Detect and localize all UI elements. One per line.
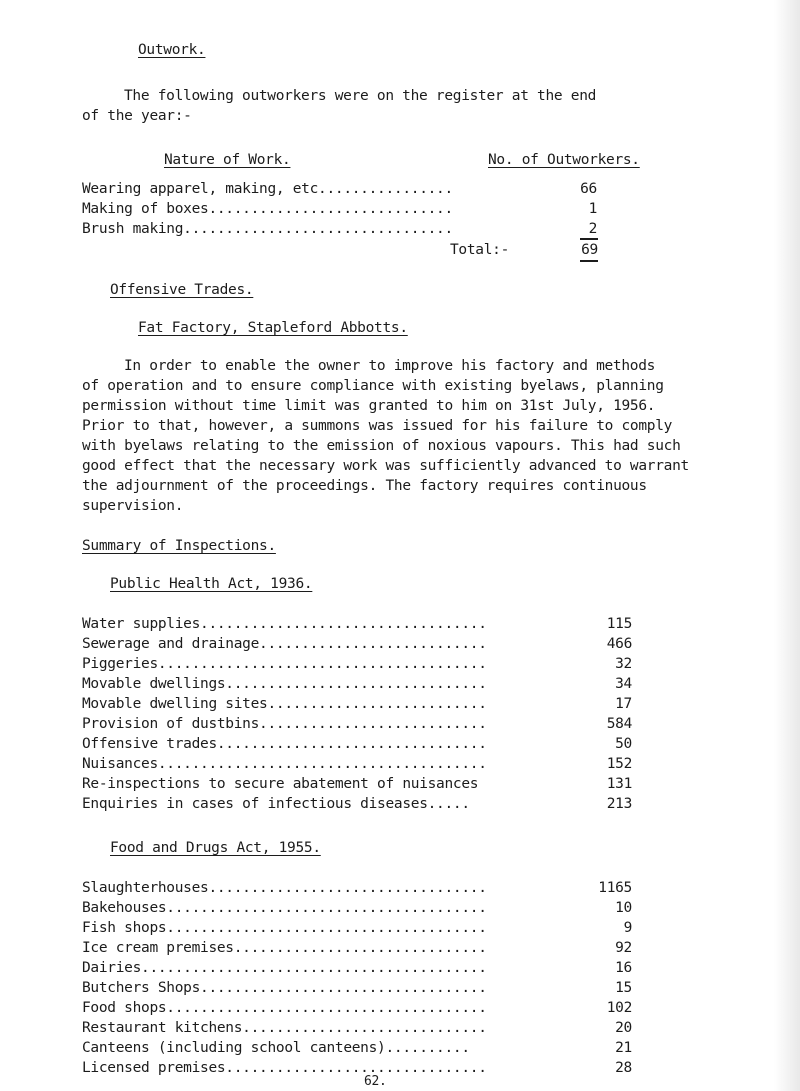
page-edge-shadow	[774, 0, 800, 1091]
inspection-label: Bakehouses......................................	[82, 900, 487, 916]
column-header-nature-of-work: Nature of Work.	[164, 152, 291, 168]
outwork-total-value: 69	[581, 242, 598, 258]
inspection-label: Ice cream premises..............................	[82, 940, 487, 956]
total-rule-lower	[580, 260, 598, 262]
inspection-count: 17	[615, 696, 632, 712]
outwork-row-value: 2	[588, 221, 597, 237]
inspection-label: Fish shops......................................	[82, 920, 487, 936]
inspection-count: 21	[615, 1040, 632, 1056]
inspection-count: 10	[615, 900, 632, 916]
inspection-count: 584	[606, 716, 632, 732]
inspection-row	[82, 656, 632, 676]
paragraph-line: permission without time limit was granted to him on 31st July, 1956.	[82, 398, 656, 414]
inspection-row	[82, 1020, 632, 1040]
inspection-count: 9	[623, 920, 632, 936]
inspection-count: 1165	[598, 880, 632, 896]
outwork-row	[82, 221, 597, 241]
inspection-count: 16	[615, 960, 632, 976]
outwork-row-label: Wearing apparel, making, etc................	[82, 181, 453, 197]
inspection-count: 15	[615, 980, 632, 996]
inspection-row	[82, 1040, 632, 1060]
inspection-label: Piggeries.......................................	[82, 656, 487, 672]
inspection-label: Licensed premises...............................	[82, 1060, 487, 1076]
inspection-label: Nuisances.......................................	[82, 756, 487, 772]
inspection-count: 131	[606, 776, 632, 792]
inspection-label: Slaughterhouses.................................	[82, 880, 487, 896]
inspection-label: Movable dwellings...............................	[82, 676, 487, 692]
inspection-row	[82, 716, 632, 736]
inspection-label: Re-inspections to secure abatement of nuisances	[82, 776, 479, 792]
inspection-label: Restaurant kitchens.............................	[82, 1020, 487, 1036]
inspection-row	[82, 980, 632, 1000]
inspection-row	[82, 940, 632, 960]
inspection-row	[82, 1060, 632, 1080]
paragraph-line: Prior to that, however, a summons was issued for his failure to comply	[82, 418, 673, 434]
inspection-label: Sewerage and drainage...........................	[82, 636, 487, 652]
page-number: 62.	[364, 1074, 387, 1089]
inspection-count: 152	[606, 756, 632, 772]
inspection-label: Enquiries in cases of infectious diseases.....	[82, 796, 470, 812]
paragraph-line: In order to enable the owner to improve his factory and methods	[124, 358, 656, 374]
food-drugs-act-heading: Food and Drugs Act, 1955.	[110, 840, 321, 856]
inspection-count: 34	[615, 676, 632, 692]
outwork-row-value: 1	[588, 201, 597, 217]
inspection-row	[82, 616, 632, 636]
inspection-count: 28	[615, 1060, 632, 1076]
inspection-count: 50	[615, 736, 632, 752]
inspection-label: Food shops......................................	[82, 1000, 487, 1016]
inspection-row	[82, 920, 632, 940]
inspection-label: Butchers Shops..................................	[82, 980, 487, 996]
outwork-row-value: 66	[580, 181, 597, 197]
inspection-row	[82, 1000, 632, 1020]
inspection-count: 115	[606, 616, 632, 632]
inspection-row	[82, 900, 632, 920]
outwork-row	[82, 201, 597, 221]
outwork-total-label: Total:-	[450, 242, 510, 258]
paragraph-line: good effect that the necessary work was sufficiently advanced to warrant	[82, 458, 689, 474]
inspection-label: Canteens (including school canteens)..........	[82, 1040, 470, 1056]
public-health-act-heading: Public Health Act, 1936.	[110, 576, 313, 592]
paragraph-line: of operation and to ensure compliance with existing byelaws, planning	[82, 378, 664, 394]
summary-heading: Summary of Inspections.	[82, 538, 276, 554]
inspection-row	[82, 880, 632, 900]
inspection-label: Water supplies..................................	[82, 616, 487, 632]
inspection-row	[82, 960, 632, 980]
outwork-heading: Outwork.	[138, 42, 206, 58]
outwork-row-label: Brush making................................	[82, 221, 453, 237]
inspection-label: Offensive trades................................	[82, 736, 487, 752]
offensive-trades-heading: Offensive Trades.	[110, 282, 254, 298]
inspection-count: 466	[606, 636, 632, 652]
inspection-row	[82, 756, 632, 776]
inspection-count: 213	[606, 796, 632, 812]
inspection-label: Provision of dustbins...........................	[82, 716, 487, 732]
outwork-row	[82, 181, 597, 201]
inspection-count: 102	[606, 1000, 632, 1016]
inspection-row	[82, 696, 632, 716]
paragraph-line: the adjournment of the proceedings. The factory requires continuous	[82, 478, 647, 494]
offensive-trades-paragraph	[82, 356, 772, 516]
total-rule-upper	[580, 238, 598, 240]
inspection-count: 20	[615, 1020, 632, 1036]
inspection-row	[82, 776, 632, 796]
outwork-row-label: Making of boxes.............................	[82, 201, 453, 217]
inspection-row	[82, 736, 632, 756]
column-header-number-of-outworkers: No. of Outworkers.	[488, 152, 640, 168]
inspection-label: Dairies.........................................	[82, 960, 487, 976]
outwork-intro-line-2: of the year:-	[82, 108, 192, 124]
paragraph-line: with byelaws relating to the emission of noxious vapours. This had such	[82, 438, 681, 454]
inspection-label: Movable dwelling sites..........................	[82, 696, 487, 712]
inspection-count: 92	[615, 940, 632, 956]
inspection-row	[82, 636, 632, 656]
inspection-row	[82, 796, 632, 816]
inspection-count: 32	[615, 656, 632, 672]
fat-factory-subheading: Fat Factory, Stapleford Abbotts.	[138, 320, 408, 336]
outwork-intro-line-1: The following outworkers were on the register at the end	[124, 88, 597, 104]
paragraph-line: supervision.	[82, 498, 184, 514]
inspection-row	[82, 676, 632, 696]
